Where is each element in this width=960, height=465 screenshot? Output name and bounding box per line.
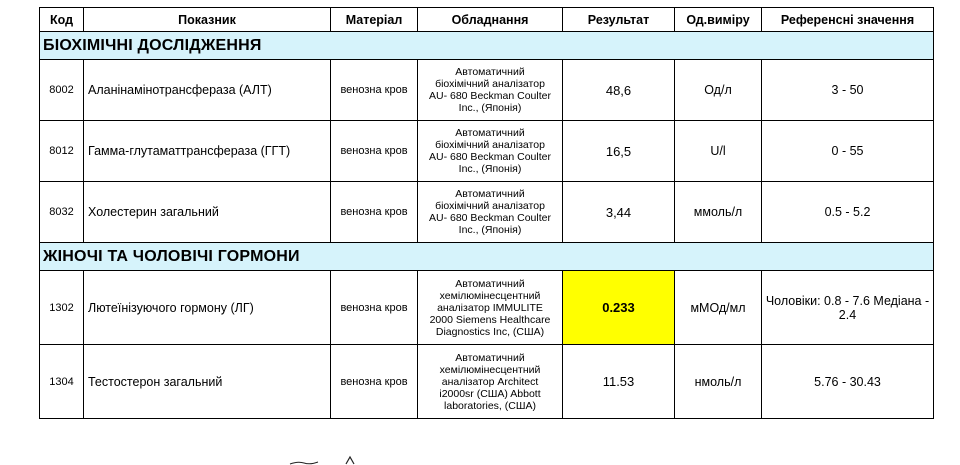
equipment-line: 2000 Siemens Healthcare: [429, 313, 551, 326]
header-row: [40, 8, 934, 32]
equipment-line: аналізатор Architect: [441, 375, 539, 388]
cell-indicator: Лютеїнізуючого гормону (ЛГ): [84, 271, 331, 345]
cell-code: 1302: [40, 271, 84, 345]
cell-result: 3,44: [563, 182, 675, 243]
header-result: Результат: [563, 8, 675, 32]
equipment-line: хемілюмінесцентний: [439, 289, 541, 302]
cell-equipment: [418, 60, 563, 121]
header-unit: Од.виміру: [675, 8, 762, 32]
cell-result-flagged: 0.233: [563, 271, 675, 345]
cell-material: венозна кров: [331, 271, 418, 345]
cell-equipment: [418, 182, 563, 243]
cell-code: 8002: [40, 60, 84, 121]
header-reference: Референсні значення: [762, 8, 934, 32]
equipment-line: AU- 680 Beckman Coulter: [429, 151, 551, 163]
equipment-line: AU- 680 Beckman Coulter: [429, 90, 551, 102]
equipment-line: Автоматичний: [455, 351, 525, 364]
equipment-line: Inc., (Японія): [458, 102, 522, 114]
cell-indicator: Холестерин загальний: [84, 182, 331, 243]
header-material: Матеріал: [331, 8, 418, 32]
cell-indicator: Тестостерон загальний: [84, 345, 331, 419]
cell-indicator: Гамма-глутаматтрансфераза (ГГТ): [84, 121, 331, 182]
table-row: [40, 182, 934, 243]
cell-reference: 3 - 50: [762, 60, 934, 121]
equipment-line: Автоматичний: [455, 127, 525, 139]
equipment-line: Автоматичний: [455, 66, 525, 78]
cell-unit: Од/л: [675, 60, 762, 121]
lab-results-table: [39, 7, 934, 419]
cell-indicator: Аланінамінотрансфераза (АЛТ): [84, 60, 331, 121]
equipment-line: біохімічний аналізатор: [435, 200, 545, 212]
cell-material: венозна кров: [331, 121, 418, 182]
section-header-biochemistry: [40, 32, 934, 60]
table-row: [40, 345, 934, 419]
cell-reference: 0.5 - 5.2: [762, 182, 934, 243]
section-title: ЖІНОЧІ ТА ЧОЛОВІЧІ ГОРМОНИ: [40, 243, 934, 271]
cell-equipment: [418, 121, 563, 182]
equipment-line: i2000sr (США) Abbott: [439, 387, 541, 400]
header-equipment: Обладнання: [418, 8, 563, 32]
table-row: [40, 121, 934, 182]
cell-result: 11.53: [563, 345, 675, 419]
equipment-line: Inc., (Японія): [458, 163, 522, 175]
equipment-line: аналізатор IMMULITE: [437, 301, 543, 314]
cell-equipment: [418, 345, 563, 419]
section-header-hormones: [40, 243, 934, 271]
equipment-line: Diagnostics Inc, (США): [435, 325, 545, 338]
cell-code: 1304: [40, 345, 84, 419]
cell-code: 8012: [40, 121, 84, 182]
cell-unit: мМОд/мл: [675, 271, 762, 345]
cell-equipment: [418, 271, 563, 345]
cell-reference: 0 - 55: [762, 121, 934, 182]
header-code: Код: [40, 8, 84, 32]
cell-unit: U/l: [675, 121, 762, 182]
cell-material: венозна кров: [331, 345, 418, 419]
equipment-line: біохімічний аналізатор: [435, 139, 545, 151]
equipment-line: AU- 680 Beckman Coulter: [429, 212, 551, 224]
cell-reference: 5.76 - 30.43: [762, 345, 934, 419]
cell-reference: Чоловіки: 0.8 - 7.6 Медіана - 2.4: [762, 271, 934, 345]
signature-mark: [288, 455, 378, 465]
cell-material: венозна кров: [331, 60, 418, 121]
cell-code: 8032: [40, 182, 84, 243]
equipment-line: Автоматичний: [455, 188, 525, 200]
cell-unit: ммоль/л: [675, 182, 762, 243]
cell-unit: нмоль/л: [675, 345, 762, 419]
cell-result: 48,6: [563, 60, 675, 121]
cell-result: 16,5: [563, 121, 675, 182]
header-indicator: Показник: [84, 8, 331, 32]
table-row: [40, 271, 934, 345]
equipment-line: Inc., (Японія): [458, 224, 522, 236]
table-row: [40, 60, 934, 121]
equipment-line: laboratories, (США): [444, 399, 536, 412]
equipment-line: Автоматичний: [455, 277, 525, 290]
equipment-line: хемілюмінесцентний: [439, 363, 541, 376]
cell-material: венозна кров: [331, 182, 418, 243]
section-title: БІОХІМІЧНІ ДОСЛІДЖЕННЯ: [40, 32, 934, 60]
equipment-line: біохімічний аналізатор: [435, 78, 545, 90]
